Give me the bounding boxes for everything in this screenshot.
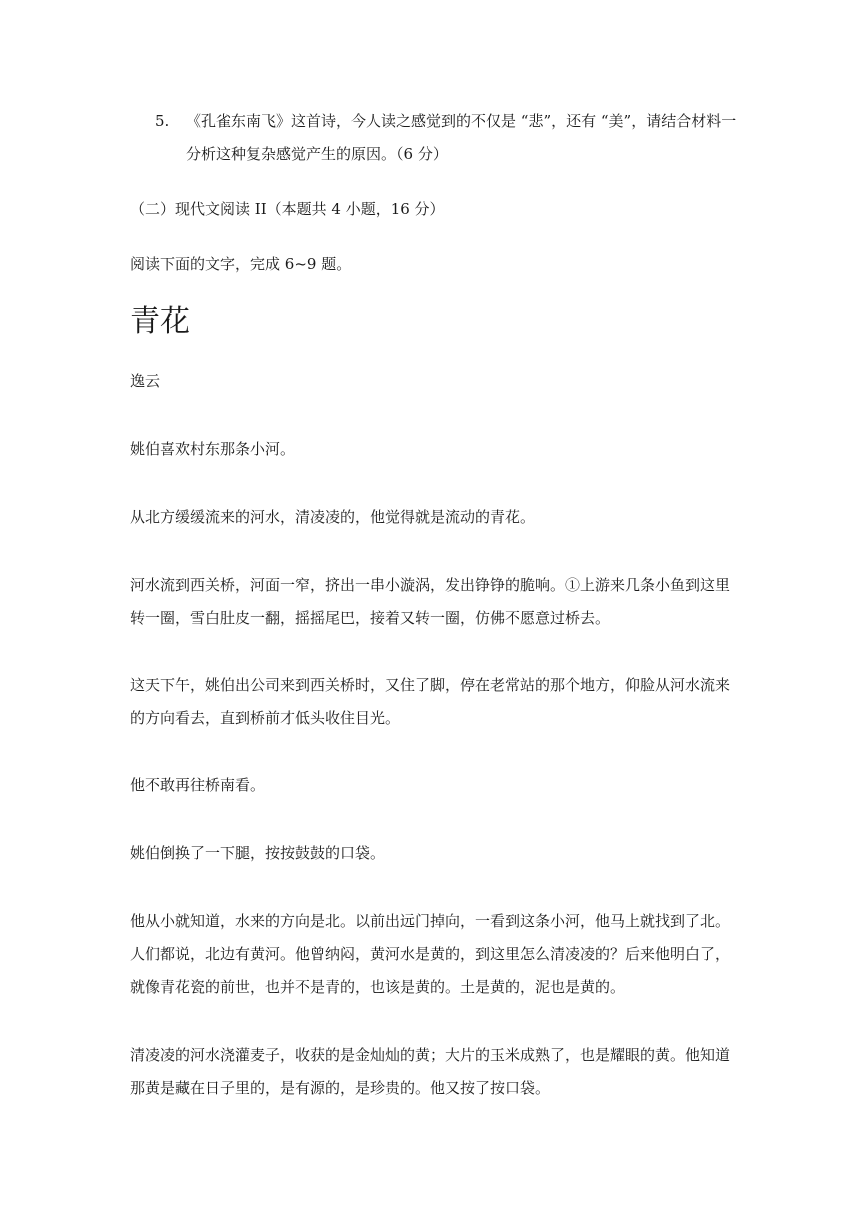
article-paragraph: 他从小就知道，水来的方向是北。以前出远门掉向，一看到这条小河，他马上就找到了北。人们都说，北边有黄河。他曾纳闷，黄河水是黄的，到这里怎么清凌凌的？后来他明白了，就像青花瓷的前世，也并不是青的，也该是黄的。土是黄的，泥也是黄的。: [130, 912, 731, 996]
article-paragraph: 从北方缓缓流来的河水，清凌凌的，他觉得就是流动的青花。: [130, 508, 536, 526]
article-paragraph: 这天下午，姚伯出公司来到西关桥时，又住了脚，停在老常站的那个地方，仰脸从河水流来的方向看去，直到桥前才低头收住目光。: [130, 676, 731, 727]
question-text: 《孔雀东南飞》这首诗，今人读之感觉到的不仅是 “悲”，还有 “美”，请结合材料一分析这种复杂感觉产生的原因。（6 分）: [186, 112, 737, 163]
question-number: 5.: [155, 112, 170, 130]
article-paragraph: 姚伯倒换了一下腿，按按鼓鼓的口袋。: [130, 844, 386, 862]
reading-instruction: 阅读下面的文字，完成 6~9 题。: [130, 255, 352, 273]
article-author: 逸云: [130, 372, 161, 390]
article-paragraph: 清凌凌的河水浇灌麦子，收获的是金灿灿的黄；大片的玉米成熟了，也是耀眼的黄。他知道那黄是藏在日子里的，是有源的，是珍贵的。他又按了按口袋。: [130, 1046, 731, 1097]
article-paragraph: 河水流到西关桥，河面一窄，挤出一串小漩涡，发出铮铮的脆响。①上游来几条小鱼到这里转一圈，雪白肚皮一翻，摇摇尾巴，接着又转一圈，仿佛不愿意过桥去。: [130, 576, 731, 627]
article-paragraph: 他不敢再往桥南看。: [130, 776, 266, 794]
article-title: 青花: [130, 304, 190, 339]
article-paragraph: 姚伯喜欢村东那条小河。: [130, 440, 296, 458]
section-heading: （二）现代文阅读 II（本题共 4 小题，16 分）: [130, 200, 445, 218]
